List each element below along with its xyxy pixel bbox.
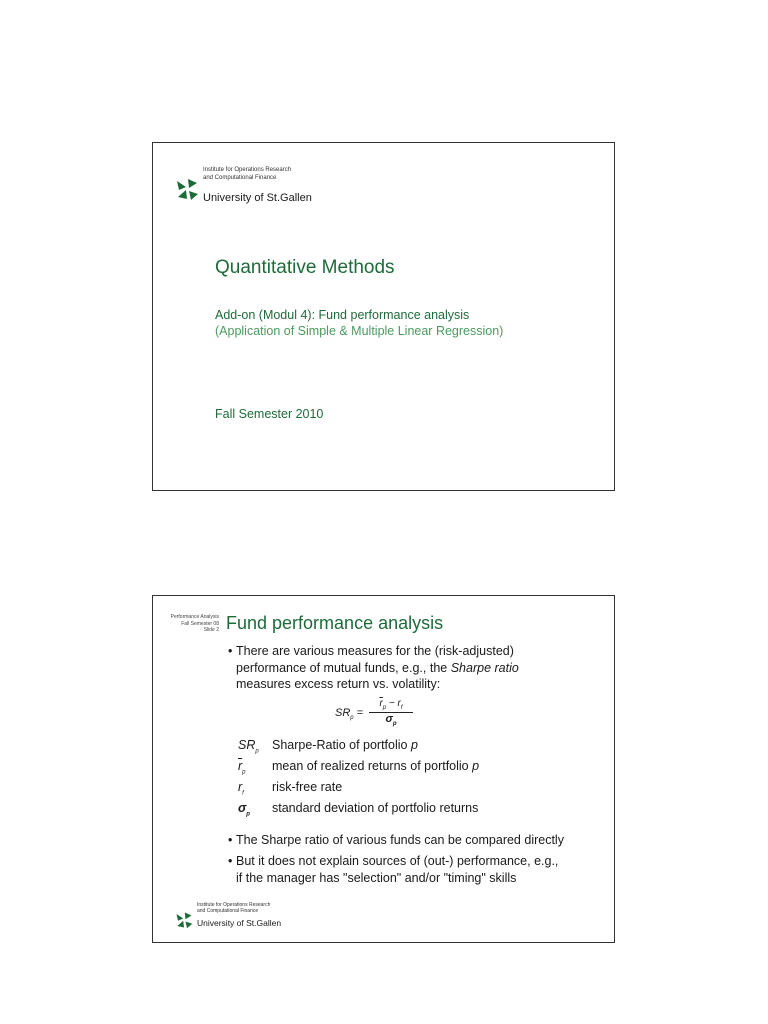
institute-name: Institute for Operations Research and Computational Finance <box>197 902 271 914</box>
university-logo <box>175 165 335 207</box>
university-logo <box>175 901 315 931</box>
slide-subtitle: Add-on (Modul 4): Fund performance analysis <box>215 308 470 322</box>
semester-label: Fall Semester 2010 <box>215 407 324 421</box>
bullet-item: • The Sharpe ratio of various funds can be compared directly <box>228 833 564 847</box>
bullet-item: • But it does not explain sources of (out-) performance, e.g., if the manager has "selection" and/or "timing" skills <box>228 854 559 885</box>
slide-title: Fund performance analysis <box>226 613 444 633</box>
university-leaf-icon <box>175 177 199 201</box>
content-slide: Performance Analysis Fall Semester 08 Slide 2 Fund performance analysis • There are various measures for the (risk-adjusted) performance of mutual funds, e.g., the Sharpe ratio measures excess return vs. volatility: $SR_p$ = $\frac{\overline{r}_p - r_f}{\sigma_p}$ $SR_p$ Sharpe-Ratio of portfolio p $\overline{r}_p$ mean of realized returns of portfolio p $r_f$ risk-free rate $\sigma_p$ standard deviation of portfolio returns • The Sharpe ratio of various funds can be compared directly • But it does not explain sources of (out-) performance, e.g., if the manager has "selection" and/or "timing" skills Institute for Operations Research and Computational Finance University of St.Gallen <box>152 595 615 943</box>
slide-sidebar-info: Performance Analysis Fall Semester 08 Slide 2 <box>170 614 219 633</box>
title-slide <box>152 142 615 491</box>
university-name: University of St.Gallen <box>203 192 312 204</box>
slide-subtitle-secondary: (Application of Simple & Multiple Linear Regression) <box>215 324 504 338</box>
university-name: University of St.Gallen <box>197 918 282 928</box>
institute-name: Institute for Operations Research and Computational Finance <box>203 167 292 181</box>
bullet-item: • There are various measures for the (risk-adjusted) performance of mutual funds, e.g., the Sharpe ratio measures excess return vs. volatility: <box>228 644 519 691</box>
university-leaf-icon <box>175 911 193 929</box>
slide-title: Quantitative Methods <box>215 257 395 278</box>
